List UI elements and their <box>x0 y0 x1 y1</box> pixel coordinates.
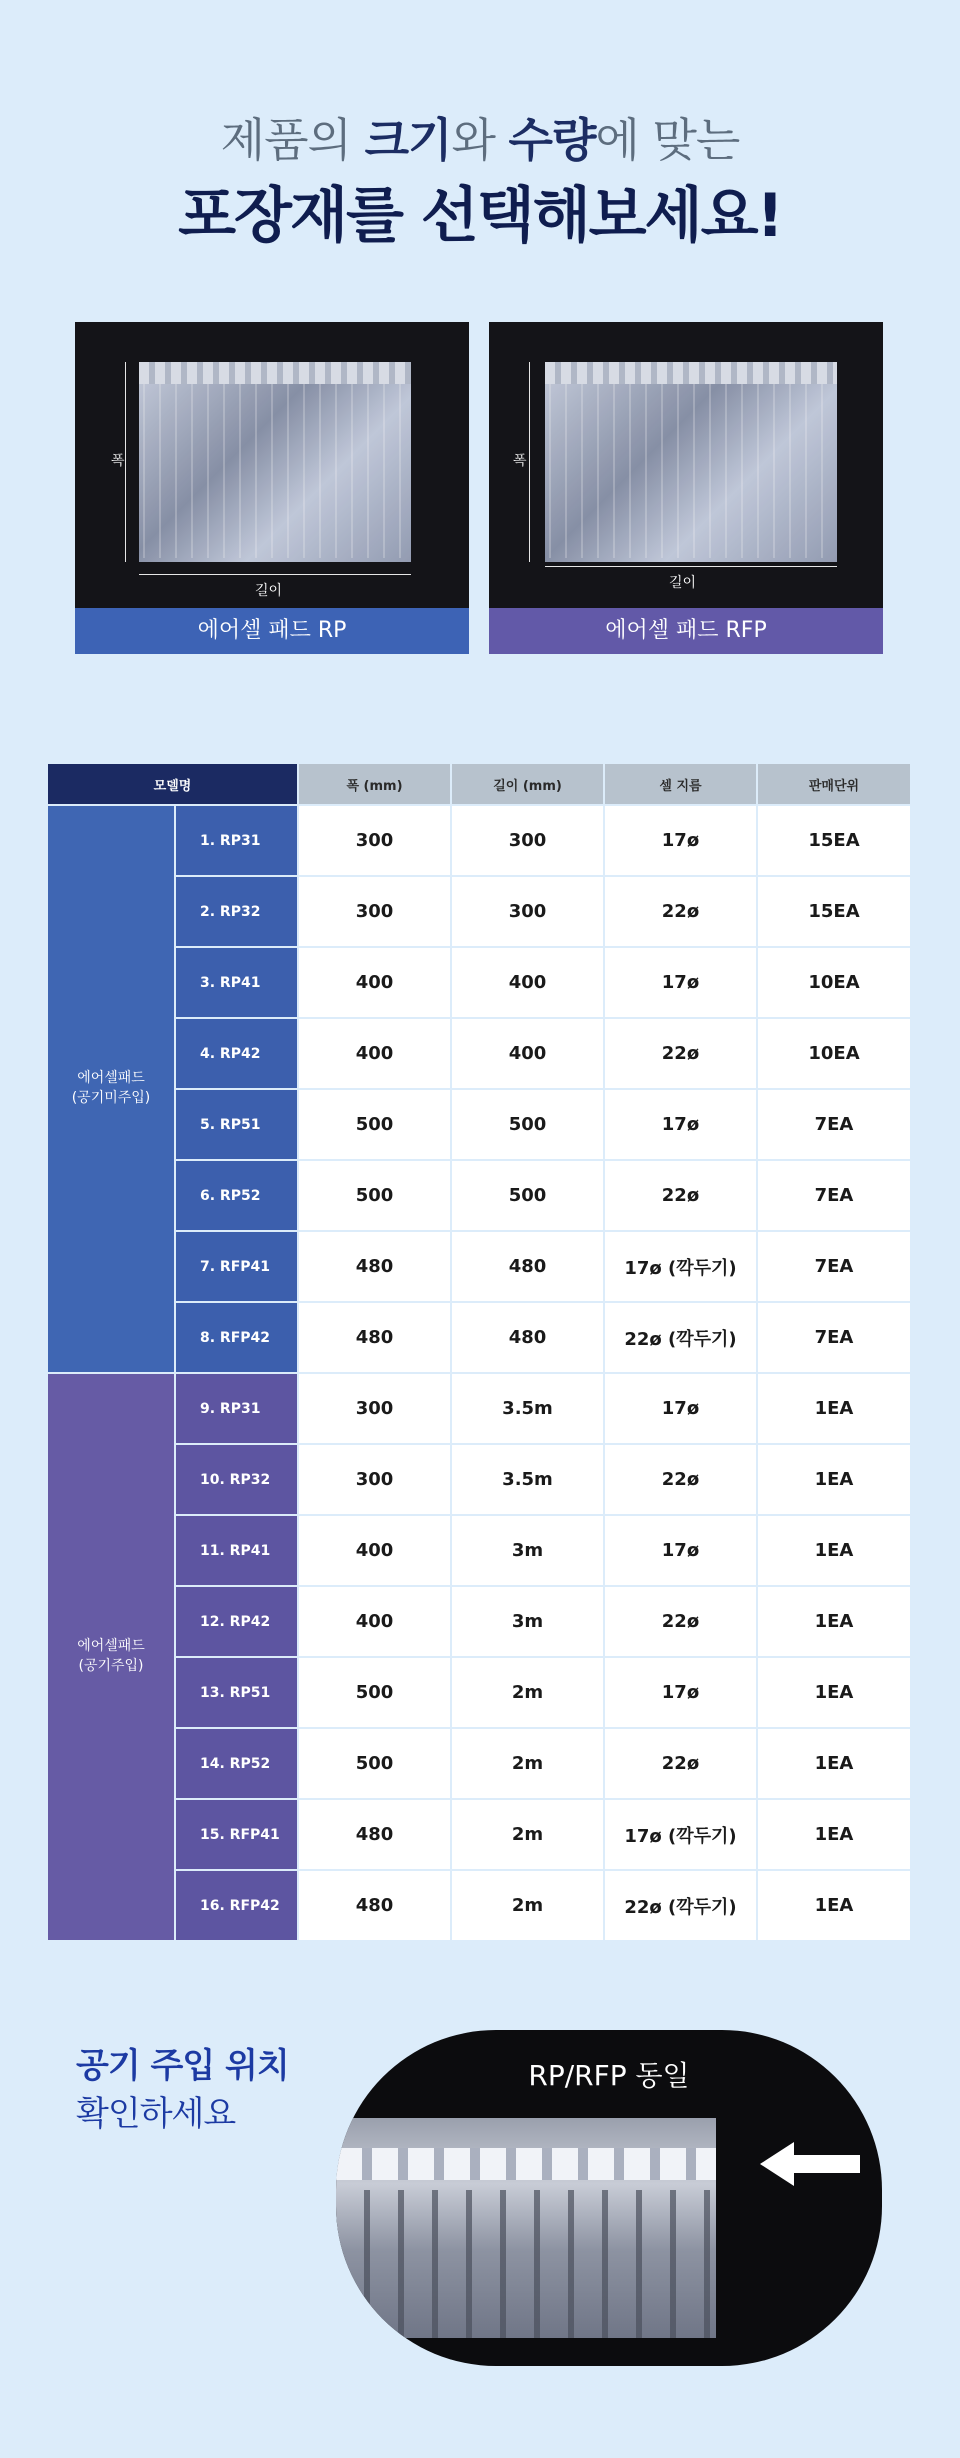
width-cell: 400 <box>298 1586 451 1657</box>
width-cell: 300 <box>298 876 451 947</box>
sales-unit-cell: 1EA <box>757 1728 911 1799</box>
cell-diameter-cell: 22ø <box>604 1018 757 1089</box>
group-name: 에어셀패드 <box>77 1070 145 1087</box>
hero-highlight-quantity: 수량 <box>508 113 596 167</box>
width-cell: 300 <box>298 1373 451 1444</box>
table-row <box>47 805 911 876</box>
width-cell: 480 <box>298 1231 451 1302</box>
model-cell: 7. RFP41 <box>175 1231 298 1302</box>
model-cell: 10. RP32 <box>175 1444 298 1515</box>
sales-unit-cell: 1EA <box>757 1870 911 1941</box>
model-cell: 11. RP41 <box>175 1515 298 1586</box>
table-row <box>47 1728 911 1799</box>
width-dimension-line <box>125 362 126 562</box>
length-cell: 3.5m <box>451 1444 604 1515</box>
cell-diameter-cell: 22ø (깍두기) <box>604 1302 757 1373</box>
width-label: 폭 <box>513 453 527 469</box>
length-label: 길이 <box>669 575 697 591</box>
table-row <box>47 1231 911 1302</box>
group-label <box>47 805 175 1373</box>
cell-diameter-cell: 22ø (깍두기) <box>604 1870 757 1941</box>
sales-unit-cell: 7EA <box>757 1231 911 1302</box>
cell-diameter-cell: 22ø <box>604 1586 757 1657</box>
cell-diameter-cell: 17ø <box>604 947 757 1018</box>
table-header-row <box>47 763 911 805</box>
table-row <box>47 1373 911 1444</box>
table-row <box>47 1657 911 1728</box>
product-caption-rp: 에어셀 패드 RP <box>75 608 469 654</box>
group-name: 에어셀패드 <box>77 1638 145 1655</box>
model-cell: 2. RP32 <box>175 876 298 947</box>
cell-diameter-cell: 17ø (깍두기) <box>604 1231 757 1302</box>
length-cell: 480 <box>451 1231 604 1302</box>
table-row <box>47 1444 911 1515</box>
spec-table <box>46 762 912 1942</box>
cell-diameter-cell: 22ø <box>604 1444 757 1515</box>
width-cell: 480 <box>298 1870 451 1941</box>
hero-highlight-size: 크기 <box>364 113 452 167</box>
length-cell: 3m <box>451 1586 604 1657</box>
model-cell: 15. RFP41 <box>175 1799 298 1870</box>
product-photo-rfp <box>545 362 837 562</box>
width-cell: 500 <box>298 1089 451 1160</box>
cell-diameter-cell: 17ø <box>604 805 757 876</box>
hero-text: 제품의 <box>220 113 365 167</box>
table-row <box>47 1018 911 1089</box>
sales-unit-cell: 7EA <box>757 1089 911 1160</box>
length-cell: 400 <box>451 1018 604 1089</box>
product-card-rfp <box>489 322 883 654</box>
cell-diameter-cell: 17ø <box>604 1515 757 1586</box>
width-cell: 300 <box>298 805 451 876</box>
header-sales-unit: 판매단위 <box>757 763 911 805</box>
cell-diameter-cell: 17ø (깍두기) <box>604 1799 757 1870</box>
length-cell: 480 <box>451 1302 604 1373</box>
model-cell: 9. RP31 <box>175 1373 298 1444</box>
air-inlet-valve-strip <box>336 2148 716 2180</box>
sales-unit-cell: 1EA <box>757 1586 911 1657</box>
length-cell: 2m <box>451 1728 604 1799</box>
sales-unit-cell: 10EA <box>757 947 911 1018</box>
width-cell: 500 <box>298 1160 451 1231</box>
width-cell: 400 <box>298 1515 451 1586</box>
length-cell: 2m <box>451 1799 604 1870</box>
table-row <box>47 1515 911 1586</box>
length-label: 길이 <box>255 583 283 599</box>
sales-unit-cell: 1EA <box>757 1799 911 1870</box>
length-cell: 400 <box>451 947 604 1018</box>
sales-unit-cell: 15EA <box>757 805 911 876</box>
group-note: (공기주입) <box>78 1658 144 1674</box>
sales-unit-cell: 1EA <box>757 1373 911 1444</box>
length-cell: 300 <box>451 805 604 876</box>
cell-diameter-cell: 17ø <box>604 1657 757 1728</box>
table-row <box>47 1302 911 1373</box>
hero-subtitle <box>0 104 960 170</box>
product-photo-rp <box>139 362 411 562</box>
length-cell: 500 <box>451 1160 604 1231</box>
header-length: 길이 (mm) <box>451 763 604 805</box>
model-cell: 4. RP42 <box>175 1018 298 1089</box>
width-cell: 500 <box>298 1728 451 1799</box>
length-cell: 3m <box>451 1515 604 1586</box>
table-row <box>47 1160 911 1231</box>
length-cell: 2m <box>451 1870 604 1941</box>
sales-unit-cell: 7EA <box>757 1160 911 1231</box>
length-cell: 500 <box>451 1089 604 1160</box>
product-card-rp <box>75 322 469 654</box>
cell-diameter-cell: 22ø <box>604 1728 757 1799</box>
cell-diameter-cell: 22ø <box>604 876 757 947</box>
model-cell: 3. RP41 <box>175 947 298 1018</box>
width-cell: 480 <box>298 1302 451 1373</box>
table-row <box>47 876 911 947</box>
model-cell: 6. RP52 <box>175 1160 298 1231</box>
width-cell: 400 <box>298 947 451 1018</box>
width-dimension-line <box>529 362 530 562</box>
cell-diameter-cell: 17ø <box>604 1089 757 1160</box>
model-cell: 12. RP42 <box>175 1586 298 1657</box>
sales-unit-cell: 1EA <box>757 1515 911 1586</box>
hero-text: 에 맞는 <box>595 113 740 167</box>
length-dimension-line <box>545 566 837 567</box>
air-inlet-photo-label: RP/RFP 동일 <box>528 2059 690 2092</box>
product-caption-rfp: 에어셀 패드 RFP <box>489 608 883 654</box>
cell-diameter-cell: 22ø <box>604 1160 757 1231</box>
arrow-left-icon <box>760 2142 860 2186</box>
group-label <box>47 1373 175 1941</box>
width-cell: 400 <box>298 1018 451 1089</box>
header-cell-diameter: 셀 지름 <box>604 763 757 805</box>
hero-text: 와 <box>451 113 509 167</box>
table-row <box>47 1586 911 1657</box>
air-inlet-subtitle: 확인하세요 <box>76 2094 236 2134</box>
sales-unit-cell: 15EA <box>757 876 911 947</box>
air-inlet-photo <box>336 2030 882 2366</box>
table-row <box>47 947 911 1018</box>
model-cell: 14. RP52 <box>175 1728 298 1799</box>
table-row <box>47 1870 911 1941</box>
model-cell: 1. RP31 <box>175 805 298 876</box>
model-cell: 5. RP51 <box>175 1089 298 1160</box>
length-dimension-line <box>139 574 411 575</box>
width-label: 폭 <box>111 453 125 469</box>
header-width: 폭 (mm) <box>298 763 451 805</box>
hero-title: 포장재를 선택해보세요! <box>178 181 782 251</box>
model-cell: 13. RP51 <box>175 1657 298 1728</box>
header-model: 모델명 <box>47 763 298 805</box>
length-cell: 3.5m <box>451 1373 604 1444</box>
model-cell: 8. RFP42 <box>175 1302 298 1373</box>
width-cell: 300 <box>298 1444 451 1515</box>
cell-diameter-cell: 17ø <box>604 1373 757 1444</box>
sales-unit-cell: 1EA <box>757 1444 911 1515</box>
table-row <box>47 1089 911 1160</box>
sales-unit-cell: 10EA <box>757 1018 911 1089</box>
sales-unit-cell: 7EA <box>757 1302 911 1373</box>
table-row <box>47 1799 911 1870</box>
air-inlet-title: 공기 주입 위치 <box>76 2046 289 2086</box>
group-note: (공기미주입) <box>71 1090 151 1106</box>
model-cell: 16. RFP42 <box>175 1870 298 1941</box>
sales-unit-cell: 1EA <box>757 1657 911 1728</box>
length-cell: 300 <box>451 876 604 947</box>
width-cell: 500 <box>298 1657 451 1728</box>
length-cell: 2m <box>451 1657 604 1728</box>
width-cell: 480 <box>298 1799 451 1870</box>
